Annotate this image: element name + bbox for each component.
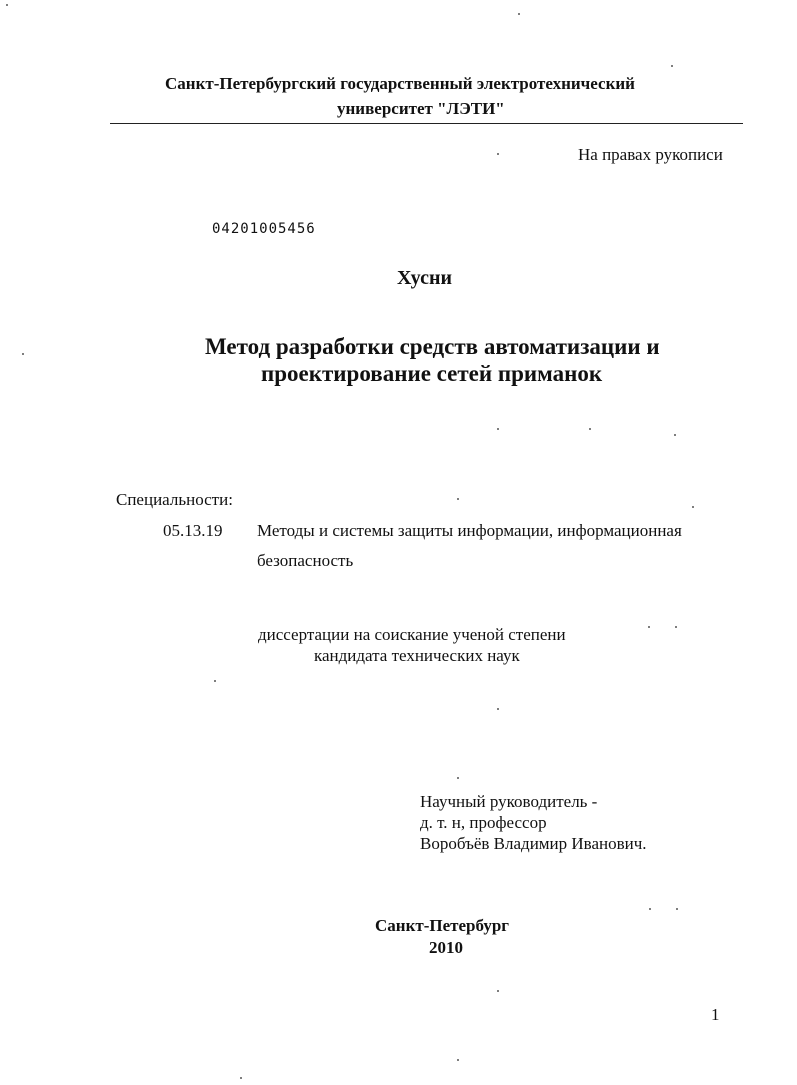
- dissertation-title-line2: проектирование сетей приманок: [261, 361, 603, 386]
- scan-speck: [497, 428, 499, 430]
- author-name: Хусни: [397, 267, 452, 289]
- supervisor-line2: д. т. н, профессор: [420, 813, 547, 832]
- footer-city: Санкт-Петербург: [375, 916, 510, 935]
- page-number: 1: [711, 1005, 720, 1024]
- scan-speck: [692, 506, 694, 508]
- footer-year: 2010: [429, 938, 463, 957]
- degree-line2: кандидата технических наук: [314, 646, 520, 665]
- manuscript-note: На правах рукописи: [578, 145, 723, 164]
- scan-speck: [457, 1059, 459, 1061]
- scan-speck: [6, 4, 8, 6]
- scan-speck: [240, 1077, 242, 1079]
- scan-speck: [497, 708, 499, 710]
- header-divider: [110, 123, 743, 124]
- specialty-code: 05.13.19: [163, 521, 223, 540]
- specialty-description-line2: безопасность: [257, 551, 354, 570]
- supervisor-line3: Воробъёв Владимир Иванович.: [420, 834, 647, 853]
- scan-speck: [457, 498, 459, 500]
- scan-speck: [497, 990, 499, 992]
- scan-speck: [649, 908, 651, 910]
- supervisor-line1: Научный руководитель -: [420, 792, 598, 811]
- specialties-label: Специальности:: [116, 490, 233, 509]
- scan-speck: [589, 428, 591, 430]
- registration-number: 04201005456: [212, 221, 316, 237]
- scan-speck: [497, 153, 499, 155]
- scan-speck: [457, 777, 459, 779]
- scan-speck: [22, 353, 24, 355]
- scan-speck: [518, 13, 520, 15]
- dissertation-title-line1: Метод разработки средств автоматизации и: [205, 334, 660, 359]
- scan-speck: [674, 434, 676, 436]
- scan-speck: [648, 626, 650, 628]
- scan-speck: [676, 908, 678, 910]
- specialty-description-line1: Методы и системы защиты информации, информационная: [257, 521, 682, 540]
- scan-speck: [214, 680, 216, 682]
- institution-name-line2: университет "ЛЭТИ": [337, 99, 505, 118]
- scan-speck: [675, 626, 677, 628]
- scan-speck: [671, 65, 673, 67]
- institution-name-line1: Санкт-Петербургский государственный электротехнический: [165, 74, 635, 93]
- degree-line1: диссертации на соискание ученой степени: [258, 625, 566, 644]
